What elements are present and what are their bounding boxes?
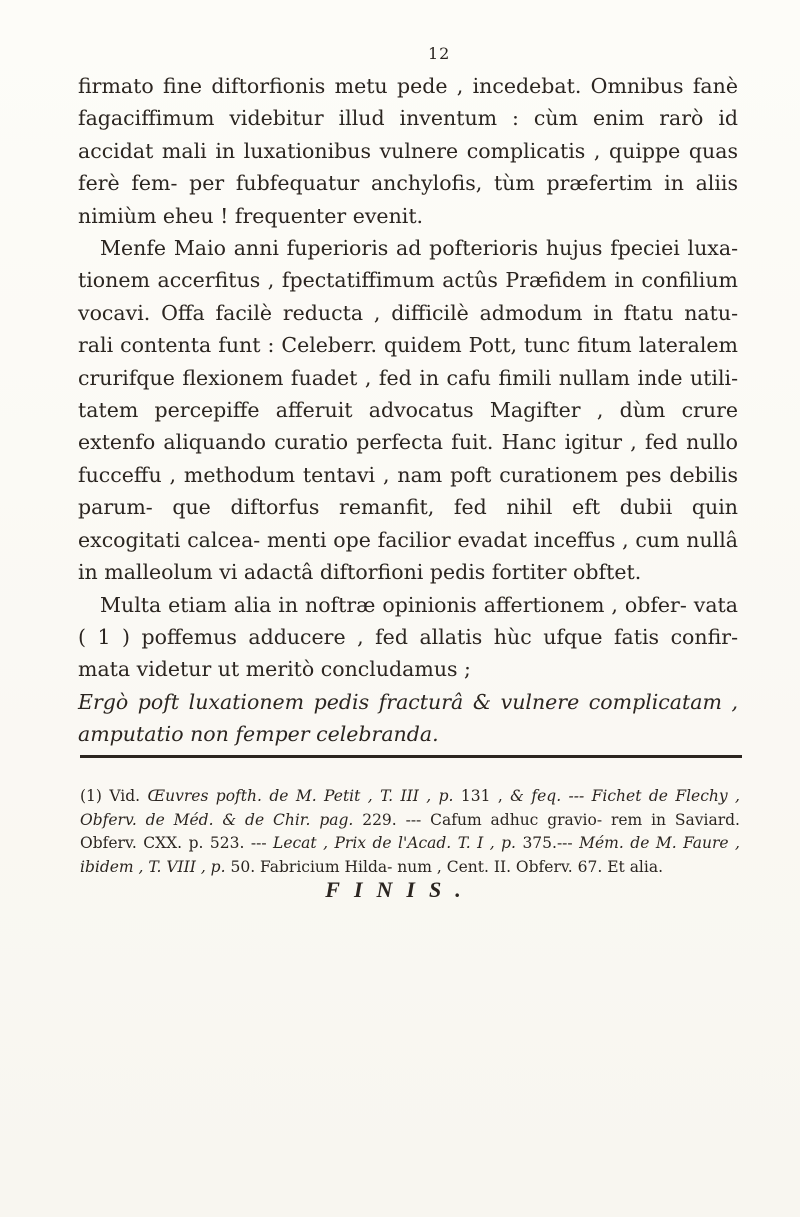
footnote-ref-saviard: 229. --- Cafum adhuc gravio- rem in Saviard. Obferv. CXX. p. 523. ---: [80, 810, 740, 852]
footnote-ref-petit: Œuvres pofth. de M. Petit , T. III , p.: [147, 787, 454, 805]
main-text: [78, 70, 738, 751]
footnote-ref-fichet: & feq. --- Fichet de Flechy , Obferv. de Méd. & de Chir. pag.: [80, 787, 740, 829]
finis-heading: FINIS.: [325, 877, 475, 902]
footnote-ref-faure: Mém. de M. Faure , ibidem , T. VIII , p.: [80, 834, 740, 876]
footnote-ref-lecat: Lecat , Prix de l'Acad. T. I , p.: [273, 834, 516, 852]
footnote-divider: [80, 755, 742, 758]
footnote-ref-lecat-page: 375.---: [522, 834, 573, 852]
footnote-marker: (1) Vid.: [80, 787, 141, 805]
footnote: [80, 785, 740, 879]
footnote-ref-fabricius: 50. Fabricium Hilda- num , Cent. II. Obferv. 67. Et alia.: [230, 857, 664, 876]
paragraph-2: Menfe Maio anni fuperioris ad pofterioris hujus fpeciei luxa- tionem accerfitus , fpectatiffimum actûs Præfidem in confilium vocavi. Offa facilè reducta , difficilè admodum in ftatu natu- rali contenta funt : Celeberr. quidem Pott, tunc fitum lateralem crurifque flexionem fuadet , fed in cafu fimili nullam inde utili- tatem percepiffe afferuit advocatus Magifter , dùm crure extenfo aliquando curatio perfecta fuit. Hanc igitur , fed nullo fucceffu , methodum tentavi , nam poft curationem pes debilis parum- que diftorfus remanfit, fed nihil eft dubii quin excogitati calcea- menti ope facilior evadat inceffus , cum nullâ in malleolum vi adactâ diftorfioni pedis fortiter obftet.: [78, 236, 738, 585]
paragraph-1: firmato fine diftorfionis metu pede , incedebat. Omnibus fanè fagaciffimum videbitur illud inventum : cùm enim rarò id accidat mali in luxationibus vulnere complicatis , quippe quas ferè fem- per fubfequatur anchylofis, tùm præfertim in aliis nimiùm eheu ! frequenter evenit.: [78, 74, 738, 228]
conclusion-statement: Ergò poft luxationem pedis fracturâ & vulnere complicatam , amputatio non femper celebranda.: [78, 689, 738, 747]
paragraph-3: Multa etiam alia in noftræ opinionis affertionem , obfer- vata ( 1 ) poffemus adducere , fed allatis hùc ufque fatis confir- mata videtur ut meritò concludamus ;: [78, 592, 738, 682]
page-number: 12: [428, 44, 451, 63]
footnote-ref-petit-page: 131 ,: [460, 787, 503, 805]
